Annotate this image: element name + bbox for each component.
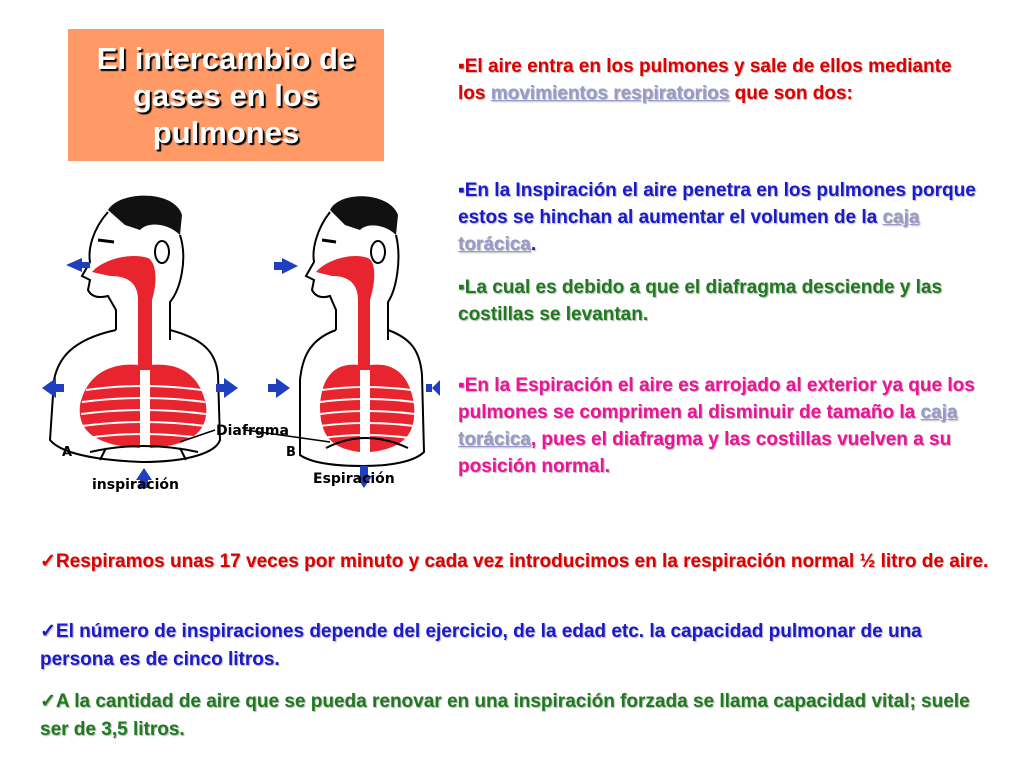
breathing-illustration bbox=[30, 190, 440, 510]
title-box bbox=[68, 29, 384, 161]
expiration-text: En la Espiración el aire es arrojado al exterior ya que los pulmones se comprimen al disminuir de tamaño la bbox=[458, 375, 975, 423]
inspiration-text: En la Inspiración el aire penetra en los pulmones porque estos se hinchan al aumentar el volumen de la bbox=[458, 180, 976, 228]
fact-text: Respiramos unas 17 veces por minuto y cada vez introducimos en la respiración normal ½ litro de aire. bbox=[55, 551, 989, 572]
bullet-marker: ▪ bbox=[458, 56, 465, 77]
check-icon: ✓ bbox=[40, 691, 56, 712]
paragraph-diaphragm bbox=[458, 274, 978, 328]
fact-text: A la cantidad de aire que se pueda renovar en una inspiración forzada se llama capacidad vital; suele ser de 3,5 litros. bbox=[40, 691, 970, 740]
intro-text: El aire entra en los pulmones y sale de ellos mediante los bbox=[458, 56, 952, 104]
figure-b-expiration bbox=[245, 196, 440, 488]
breathing-figure bbox=[30, 190, 440, 510]
expiration-text-end: , pues el diafragma y las costillas vuelven a su posición normal. bbox=[458, 429, 952, 477]
caption-inspiracion: inspiración bbox=[92, 477, 179, 493]
slide-title: El intercambio de gases en los pulmones bbox=[96, 40, 356, 150]
fact-breathing-rate bbox=[40, 548, 1000, 576]
paragraph-intro bbox=[458, 53, 978, 107]
bullet-marker: ▪ bbox=[458, 277, 465, 298]
link-caja-toracica[interactable]: caja torácica bbox=[458, 207, 920, 255]
caption-espiracion: Espiración bbox=[313, 471, 395, 487]
link-movimientos-respiratorios[interactable]: movimientos respiratorios bbox=[490, 83, 730, 104]
diaphragm-text: La cual es debido a que el diafragma desciende y las costillas se levantan. bbox=[458, 277, 943, 325]
intro-text-end: que son dos: bbox=[729, 83, 853, 104]
paragraph-expiration bbox=[458, 372, 988, 480]
check-icon: ✓ bbox=[40, 621, 56, 642]
bullet-marker: ▪ bbox=[458, 375, 465, 396]
fact-vital-capacity bbox=[40, 688, 1000, 744]
fact-lung-capacity bbox=[40, 618, 1000, 674]
link-caja-toracica-2[interactable]: caja torácica bbox=[458, 402, 958, 450]
fact-text: El número de inspiraciones depende del ejercicio, de la edad etc. la capacidad pulmonar de una persona es de cinco litros. bbox=[40, 621, 922, 670]
check-icon: ✓ bbox=[40, 551, 56, 572]
inspiration-text-end: . bbox=[530, 234, 537, 255]
diaphragm-label: Diafrgma bbox=[216, 423, 289, 439]
label-b: B bbox=[286, 445, 296, 460]
bullet-marker: ▪ bbox=[458, 180, 465, 201]
paragraph-inspiration bbox=[458, 177, 988, 258]
label-a: A bbox=[62, 445, 73, 460]
